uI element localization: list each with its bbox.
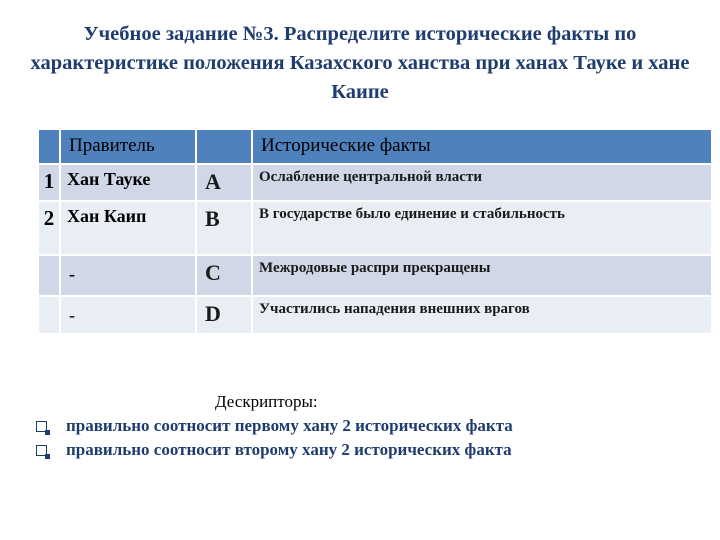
fact-letter: А — [196, 164, 252, 201]
descriptors-title: Дескрипторы: — [215, 392, 318, 411]
table-row — [38, 201, 712, 255]
checkbox-bullet-icon — [36, 421, 47, 432]
header-num — [38, 129, 60, 164]
fact-letter: В — [196, 201, 252, 255]
ruler-cell: Хан Тауке — [60, 164, 196, 201]
header-facts: Исторические факты — [252, 129, 712, 164]
fact-text: Ослабление центральной власти — [252, 164, 712, 201]
task-title: Учебное задание №3. Распределите исторические факты по характеристике положения Казахского ханства при ханах Тауке и хане Каипе — [30, 23, 690, 103]
descriptor-text: правильно соотносит первому хану 2 исторических факта — [66, 416, 513, 435]
header-ruler: Правитель — [60, 129, 196, 164]
row-number — [38, 255, 60, 296]
table-row — [38, 255, 712, 296]
ruler-cell: Хан Каип — [60, 201, 196, 255]
row-number: 2 — [38, 201, 60, 255]
descriptor-text: правильно соотносит второму хану 2 исторических факта — [66, 440, 512, 459]
fact-text: Участились нападения внешних врагов — [252, 296, 712, 334]
row-number — [38, 296, 60, 334]
ruler-cell: - — [60, 296, 196, 334]
table-header-row — [38, 129, 712, 164]
facts-table — [37, 128, 713, 335]
fact-letter: С — [196, 255, 252, 296]
checkbox-bullet-icon — [36, 445, 47, 456]
fact-text: В государстве было единение и стабильность — [252, 201, 712, 255]
list-item — [36, 438, 513, 462]
header-letter — [196, 129, 252, 164]
fact-text: Межродовые распри прекращены — [252, 255, 712, 296]
table-row — [38, 164, 712, 201]
fact-letter: D — [196, 296, 252, 334]
descriptors-list — [36, 414, 513, 462]
list-item — [36, 414, 513, 438]
table-row — [38, 296, 712, 334]
ruler-cell: - — [60, 255, 196, 296]
row-number: 1 — [38, 164, 60, 201]
